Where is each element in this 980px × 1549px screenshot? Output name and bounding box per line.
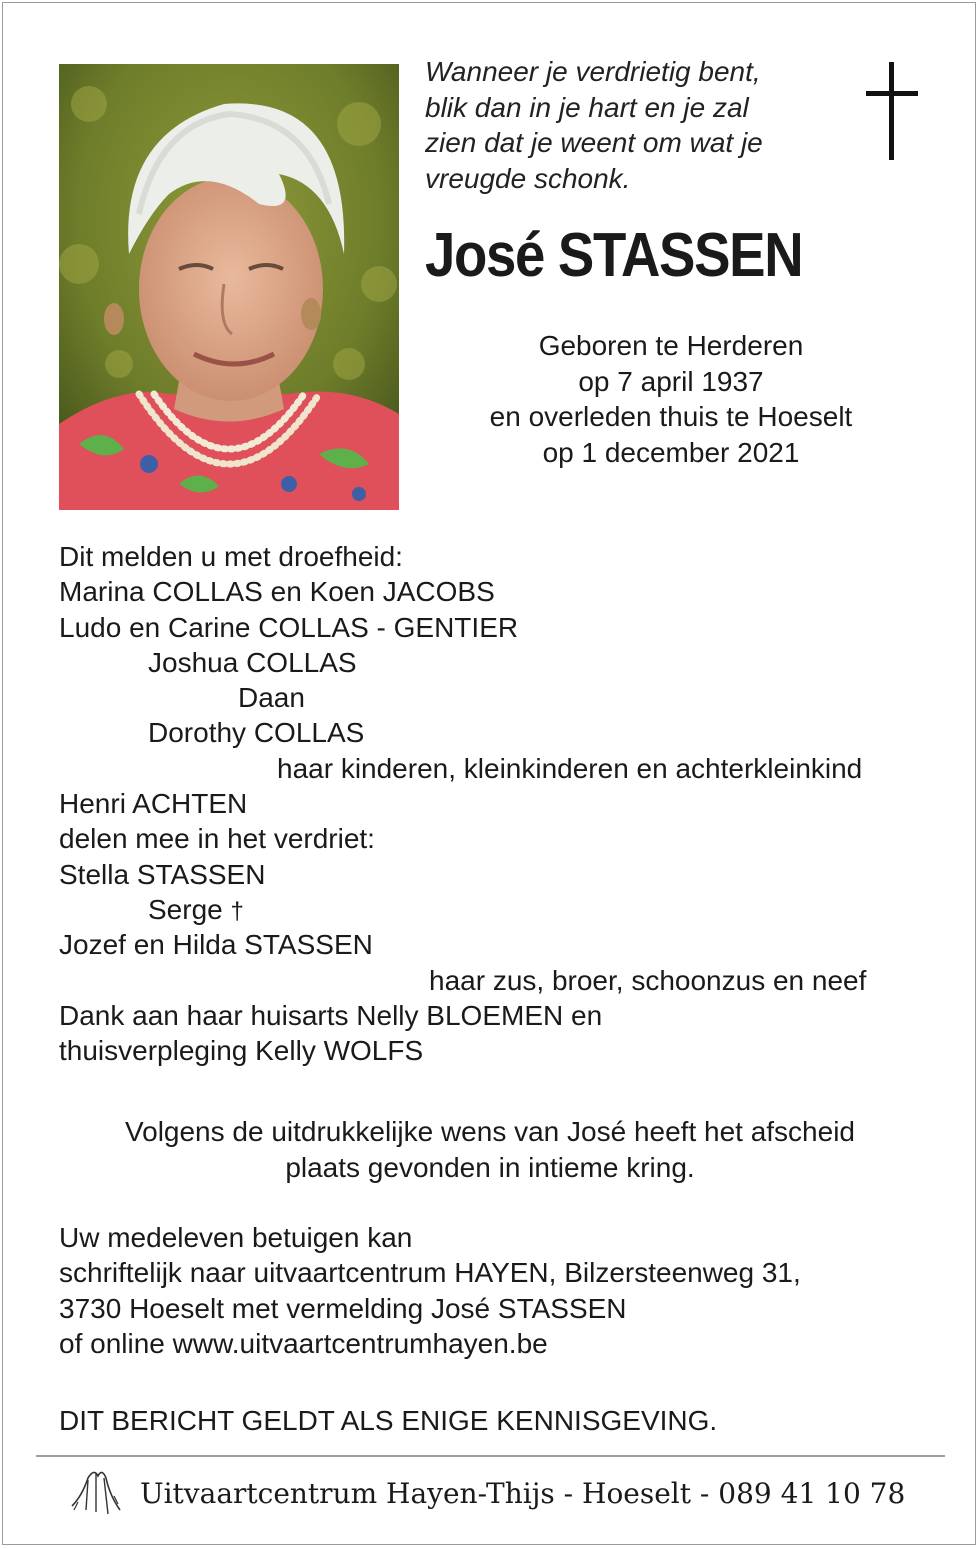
family-share-intro: delen mee in het verdriet:: [59, 823, 375, 855]
poem-line: zien dat je weent om wat je: [425, 127, 763, 158]
family-great-grandchild: Daan: [238, 682, 305, 714]
condolences-text: [59, 1220, 801, 1361]
family-intro: Dit melden u met droefheid:: [59, 541, 403, 572]
family-nephew-line: [59, 892, 866, 927]
family-nephew: Serge: [148, 893, 223, 925]
footer-divider: [36, 1455, 945, 1457]
thanks-line-1: Dank aan haar huisarts Nelly BLOEMEN en: [59, 999, 603, 1031]
family-relation-1: haar kinderen, kleinkinderen en achterkleinkind: [277, 752, 863, 784]
condolences-line: of online www.uitvaartcentrumhayen.be: [59, 1327, 548, 1359]
farewell-line: Volgens de uitdrukkelijke wens van José heeft het afscheid: [124, 1116, 855, 1147]
family-children-1: Marina COLLAS en Koen JACOBS: [59, 576, 495, 608]
poem: [425, 54, 835, 196]
condolences-line: schriftelijk naar uitvaartcentrum HAYEN, Bilzersteenweg 31,: [59, 1257, 801, 1289]
dagger-icon: †: [230, 897, 244, 925]
family-sister: Stella STASSEN: [59, 858, 266, 890]
family-grandchild-1: Joshua COLLAS: [148, 646, 357, 678]
condolences-line: Uw medeleven betuigen kan: [59, 1222, 413, 1253]
poem-line: Wanneer je verdrietig bent,: [425, 56, 761, 87]
date-line: en overleden thuis te Hoeselt: [489, 401, 853, 432]
family-partner: Henri ACHTEN: [59, 788, 248, 820]
date-line: op 1 december 2021: [542, 436, 800, 468]
condolences-line: 3730 Hoeselt met vermelding José STASSEN: [59, 1292, 627, 1324]
farewell-text: [59, 1114, 921, 1185]
cross-icon: [862, 62, 922, 160]
family-brother: Jozef en Hilda STASSEN: [59, 929, 373, 961]
deceased-name: José STASSEN: [425, 221, 803, 290]
family-list: [59, 539, 866, 1068]
poem-line: blik dan in je hart en je zal: [425, 91, 749, 123]
poem-line: vreugde schonk.: [425, 162, 631, 194]
family-grandchild-2: Dorothy COLLAS: [148, 717, 365, 749]
date-line: op 7 april 1937: [578, 365, 764, 397]
family-relation-2: haar zus, broer, schoonzus en neef: [429, 964, 867, 996]
notice-text: [59, 1403, 717, 1438]
funeral-home-logo-icon: [68, 1466, 124, 1518]
date-line: Geboren te Herderen: [538, 330, 804, 361]
portrait-photo: [59, 64, 399, 510]
funeral-home-contact: Uitvaartcentrum Hayen-Thijs - Hoeselt - 089 41 10 78: [140, 1477, 906, 1510]
thanks-line-2: thuisverpleging Kelly WOLFS: [59, 1035, 424, 1067]
farewell-line: plaats gevonden in intieme kring.: [285, 1151, 695, 1183]
birth-death-info: [425, 328, 917, 470]
family-children-2: Ludo en Carine COLLAS - GENTIER: [59, 611, 519, 643]
notice: DIT BERICHT GELDT ALS ENIGE KENNISGEVING.: [59, 1405, 718, 1436]
